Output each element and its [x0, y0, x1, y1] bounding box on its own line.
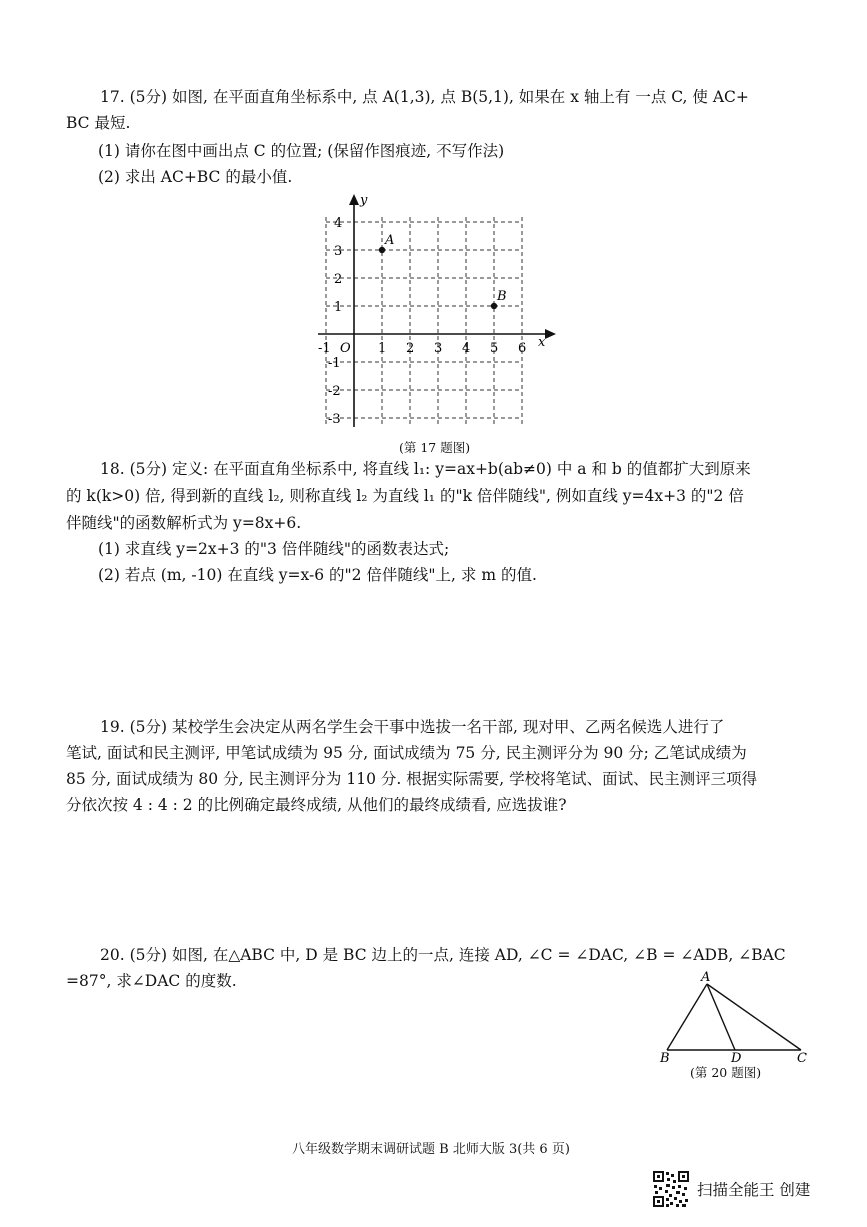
footer-partial-text: 八年级数学期末调研试题 B 北师大版 3(共 6 页)	[292, 1142, 570, 1157]
y-tick-label: -3	[328, 412, 341, 427]
side-ab	[667, 984, 707, 1050]
q20-triangle-figure	[655, 968, 815, 1066]
scanner-label: 扫描全能王 创建	[697, 1181, 811, 1199]
q19-line1: 19. (5分) 某校学生会决定从两名学生会干事中选拔一名干部, 现对甲、乙两名候选人进行了	[100, 718, 725, 736]
y-tick-label: 1	[334, 300, 343, 315]
y-tick-label: -2	[328, 384, 341, 399]
point-b-label: B	[497, 289, 507, 304]
origin-label: O	[340, 341, 351, 356]
q19-line3: 85 分, 面试成绩为 80 分, 民主测评分为 110 分. 根据实际需要, 学校将笔试、面试、民主测评三项得	[66, 770, 758, 788]
y-tick-label: 4	[334, 216, 343, 231]
q18-line2: 的 k(k>0) 倍, 得到新的直线 l₂, 则称直线 l₂ 为直线 l₁ 的"k 倍伴随线", 例如直线 y=4x+3 的"2 倍	[66, 487, 744, 505]
y-tick-label: 2	[334, 272, 343, 287]
label-b: B	[660, 1051, 670, 1066]
q20-figure-caption: (第 20 题图)	[690, 1065, 762, 1080]
footer-clip	[292, 1142, 622, 1159]
x-tick-label: 6	[518, 341, 527, 356]
q17-part1: (1) 请你在图中画出点 C 的位置; (保留作图痕迹, 不写作法)	[98, 142, 505, 160]
q18-part1: (1) 求直线 y=2x+3 的"3 倍伴随线"的函数表达式;	[98, 540, 450, 558]
q17-part2: (2) 求出 AC+BC 的最小值.	[98, 168, 293, 186]
label-a: A	[701, 970, 711, 985]
q18-part2: (2) 若点 (m, -10) 在直线 y=x-6 的"2 倍伴随线"上, 求 m 的值.	[98, 566, 537, 584]
x-tick-label: 1	[378, 341, 387, 356]
y-axis-arrow	[349, 194, 359, 205]
q17-figure-caption: (第 17 题图)	[399, 440, 471, 455]
x-axis-arrow	[545, 329, 556, 339]
q17-coordinate-graph	[310, 190, 570, 445]
qr-code-icon	[652, 1170, 690, 1208]
y-axis-label: y	[360, 193, 368, 208]
q17-line2: BC 最短.	[66, 114, 131, 132]
q19-line2: 笔试, 面试和民主测评, 甲笔试成绩为 95 分, 面试成绩为 75 分, 民主测评分为 90 分; 乙笔试成绩为	[66, 744, 747, 762]
x-tick-label: 2	[406, 341, 415, 356]
q19-line4: 分依次按 4 : 4 : 2 的比例确定最终成绩, 从他们的最终成绩看, 应选拔谁?	[66, 796, 567, 814]
label-c: C	[797, 1051, 807, 1066]
y-tick-label: 3	[334, 244, 343, 259]
x-axis-label: x	[538, 335, 546, 350]
y-tick-label: -1	[328, 356, 341, 371]
point-a-label: A	[385, 233, 395, 248]
q20-line2: =87°, 求∠DAC 的度数.	[66, 972, 237, 990]
q17-line1: 17. (5分) 如图, 在平面直角坐标系中, 点 A(1,3), 点 B(5,1), 如果在 x 轴上有 一点 C, 使 AC+	[100, 88, 749, 106]
q20-line1: 20. (5分) 如图, 在△ABC 中, D 是 BC 边上的一点, 连接 AD, ∠C = ∠DAC, ∠B = ∠ADB, ∠BAC	[100, 946, 786, 964]
x-tick-label: 4	[462, 341, 471, 356]
x-tick-label: -1	[318, 341, 331, 356]
label-d: D	[731, 1051, 742, 1066]
q18-line3: 伴随线"的函数解析式为 y=8x+6.	[66, 514, 302, 532]
x-tick-label: 5	[490, 341, 499, 356]
q18-line1: 18. (5分) 定义: 在平面直角坐标系中, 将直线 l₁: y=ax+b(ab≠0) 中 a 和 b 的值都扩大到原来	[100, 460, 751, 478]
x-tick-label: 3	[434, 341, 443, 356]
